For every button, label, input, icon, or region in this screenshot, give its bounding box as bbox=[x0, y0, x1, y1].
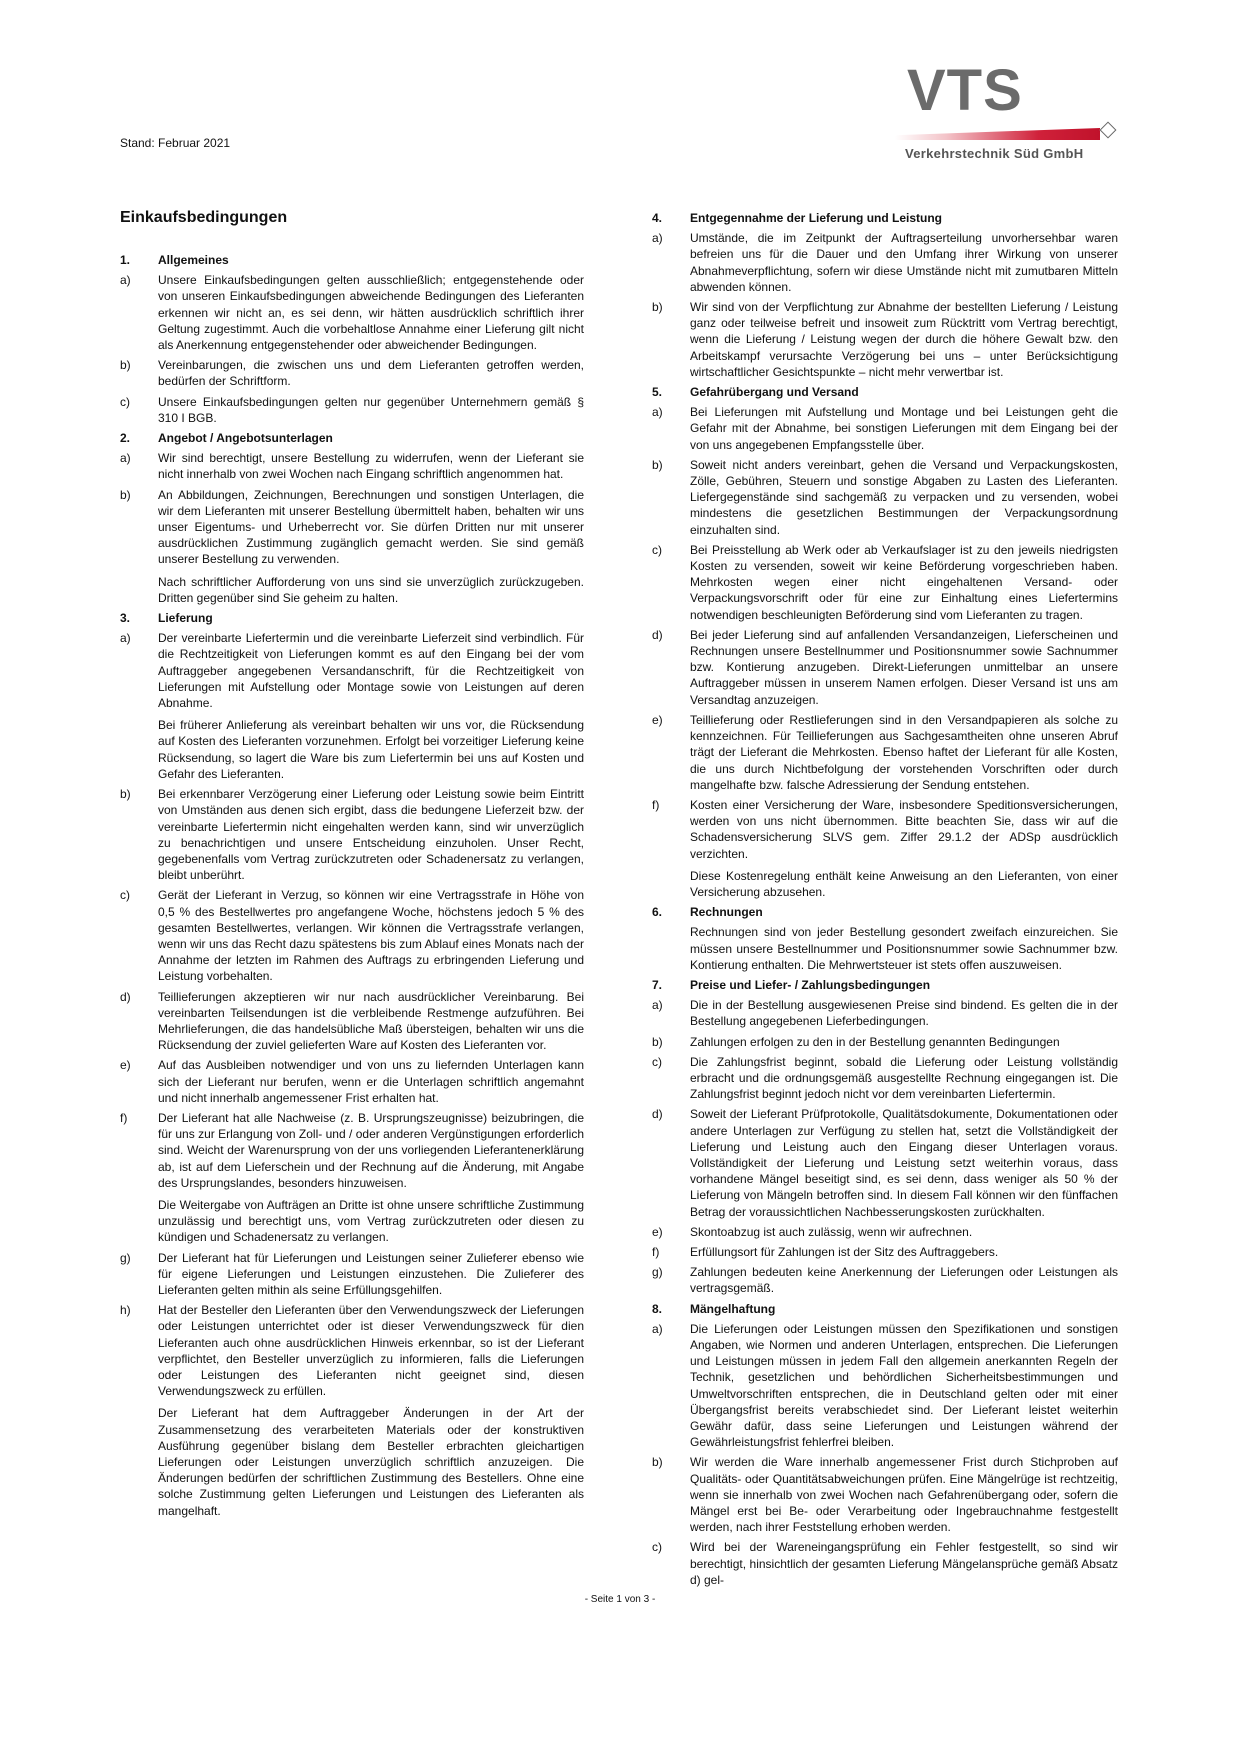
clause-paragraph: Der Lieferant hat alle Nachweise (z. B. Ursprungszeugnisse) beizubringen, die für uns zur Erlangung von Zoll- und / oder anderen Vergünstigungen erforderlich sind. Weicht der Warenursprung von der uns vorliegenden Lieferantenerklärung ab, ist auf dem Lieferschein und der Rechnung auf die Änderung, mit Angabe des Ursprungslandes, besonders hinzuweisen. bbox=[158, 1110, 584, 1190]
clause-paragraph: Die Lieferungen oder Leistungen müssen den Spezifikationen und sonstigen Angaben, wie Normen und anderen Unterlagen, entsprechen. Die Lieferungen und Leistungen müssen in jedem Fall den allgemein anerkannten Regeln der Technik, gesetzlichen und behördlichen Sicherheitsbestimmungen und Umweltvorschriften entsprechen, die in Deutschland gelten oder mit einer Übergangsfrist bereits verabschiedet sind. Der Lieferant leistet weiterhin Gewähr dafür, dass seine Lieferungen und Leistungen während der Gewährleistungsfrist fehlerfrei bleiben. bbox=[690, 1321, 1118, 1450]
clause-body bbox=[690, 1224, 1118, 1240]
clause-body bbox=[690, 1539, 1118, 1588]
clause-paragraph: Der Lieferant hat für Lieferungen und Leistungen seiner Zulieferer ebenso wie für eigene Lieferungen und Leistungen einzustehen. Die Zulieferer des Lieferanten gelten mithin als seine Erfüllungsgehilfen. bbox=[158, 1250, 584, 1297]
clause bbox=[120, 1057, 584, 1106]
clause-body bbox=[158, 394, 584, 426]
section-heading bbox=[652, 210, 1118, 226]
clause-paragraph: Vereinbarungen, die zwischen uns und dem Lieferanten getroffen werden, bedürfen der Schriftform. bbox=[158, 358, 584, 389]
clause-paragraph: Bei Lieferungen mit Aufstellung und Montage und bei Leistungen geht die Gefahr mit der Abnahme, bei sonstigen Lieferungen mit dem Eingang bei der von uns angegebenen Empfangsstelle über. bbox=[690, 405, 1118, 452]
clause-label: a) bbox=[652, 1321, 663, 1336]
clause-paragraph: Zahlungen bedeuten keine Anerkennung der Lieferungen oder Leistungen als vertragsgemäß. bbox=[690, 1265, 1118, 1296]
clause-paragraph: Wir sind berechtigt, unsere Bestellung zu widerrufen, wenn der Lieferant sie nicht innerhalb von zwei Wochen nach Eingang schriftlich angenommen hat. bbox=[158, 451, 584, 482]
clause-label: e) bbox=[120, 1058, 131, 1073]
clause-label: b) bbox=[120, 487, 131, 502]
clause-paragraph: Erfüllungsort für Zahlungen ist der Sitz des Auftraggebers. bbox=[690, 1244, 999, 1259]
clause-label: g) bbox=[120, 1250, 131, 1265]
clause bbox=[652, 797, 1118, 900]
logo-text: VTS bbox=[907, 58, 1023, 123]
clause-label: d) bbox=[652, 627, 663, 642]
section bbox=[652, 210, 1118, 380]
logo-diamond-icon bbox=[1100, 122, 1117, 139]
clause-paragraph: Bei erkennbarer Verzögerung einer Lieferung oder Leistung sowie beim Eintritt von Umständen aus denen sich ergibt, dass die bedungene Lieferzeit bzw. der vereinbarte Liefertermin nicht eingehalten werden kann, sind wir unverzüglich zu benachrichtigen und unsere Entscheidung einzuholen. Unser Recht, gegebenenfalls vom Vertrag zurückzutreten oder Schadenersatz zu verlangen, bleibt unberührt. bbox=[158, 787, 584, 883]
clause bbox=[652, 1454, 1118, 1535]
clause bbox=[652, 404, 1118, 453]
clause-label: b) bbox=[120, 787, 131, 802]
right-column bbox=[652, 206, 1118, 1592]
logo-swoosh bbox=[895, 128, 1100, 140]
clause-label: g) bbox=[652, 1265, 663, 1280]
clause-label: c) bbox=[120, 888, 130, 903]
clause-body bbox=[690, 542, 1118, 623]
section-heading bbox=[652, 904, 1118, 920]
clause-body bbox=[158, 989, 584, 1054]
clause-body bbox=[158, 1057, 584, 1106]
section-title: Rechnungen bbox=[690, 905, 763, 920]
clause-paragraph: Unsere Einkaufsbedingungen gelten nur gegenüber Unternehmern gemäß § 310 I BGB. bbox=[158, 394, 584, 425]
clause-paragraph: Skontoabzug ist auch zulässig, wenn wir aufrechnen. bbox=[690, 1224, 973, 1239]
clause-body bbox=[158, 487, 584, 606]
section-number: 2. bbox=[120, 431, 131, 446]
clause-body bbox=[158, 1110, 584, 1246]
clause-body bbox=[690, 299, 1118, 380]
section bbox=[120, 610, 584, 1519]
clause-label: b) bbox=[652, 300, 663, 315]
clause-paragraph: Hat der Besteller den Lieferanten über den Verwendungszweck der Lieferungen oder Leistungen unterrichtet oder ist dieser Verwendungszweck für dien Lieferanten auch ohne ausdrücklichen Hinweis erkennbar, so ist der Lieferant verpflichtet, den Besteller unverzüglich zu informieren, falls die Lieferungen oder Leistungen des Lieferanten nicht geeignet sind, diesen Verwendungszweck zu erfüllen. bbox=[158, 1303, 584, 1399]
clause-label: b) bbox=[652, 1034, 663, 1049]
clause-paragraph: Bei früherer Anlieferung als vereinbart behalten wir uns vor, die Rücksendung auf Kosten des Lieferanten vorzunehmen. Erfolgt bei vorzeitiger Lieferung keine Rücksendung, so lagert die Ware bis zum Liefertermin bei uns auf Kosten und Gefahr des Lieferanten. bbox=[158, 718, 584, 781]
clause-paragraph: Kosten einer Versicherung der Ware, insbesondere Speditionsversicherungen, werden von uns nicht übernommen. Bitte beachten Sie, dass wir auf die Schadensversicherung SLVS gem. Ziffer 29.1.2 der ADSp ausdrücklich verzichten. bbox=[690, 797, 1118, 861]
clause-paragraph: Soweit der Lieferant Prüfprotokolle, Qualitätsdokumente, Dokumentationen oder andere Unterlagen zur Verfügung zu stellen hat, setzt die Vollständigkeit der Lieferung und Leistung auch den Eingang dieser Unterlagen voraus. Vollständigkeit der Lieferung und Leistung setzt weiterhin voraus, dass vorhandene Mängel beseitigt sind, es sei denn, dass weniger als 50 % der Lieferung von Mängeln betroffen sind. In diesem Fall können wir den fünffachen Betrag der voraussichtlichen Nachbesserungskosten zurückhalten. bbox=[690, 1107, 1118, 1219]
section bbox=[120, 252, 584, 426]
clause-paragraph: Die Weitergabe von Aufträgen an Dritte ist ohne unsere schriftliche Zustimmung unzulässig und berechtigt uns, vom Vertrag zurückzutreten oder diesen zu kündigen und Schadenersatz zu verlangen. bbox=[158, 1197, 584, 1245]
section-number: 1. bbox=[120, 253, 131, 267]
clause-body bbox=[158, 630, 584, 782]
section-heading bbox=[120, 430, 584, 446]
clause bbox=[652, 1244, 1118, 1260]
clause-paragraph: Der vereinbarte Liefertermin und die vereinbarte Lieferzeit sind verbindlich. Für die Rechtzeitigkeit von Lieferungen kommt es auf den Eingang bei der vom Auftraggeber angegebenen Versandanschrift, für die Rechtzeitigkeit von Lieferungen mit Aufstellung oder Montage sowie von Leistungen auf deren Abnahme. bbox=[158, 631, 584, 711]
left-column bbox=[120, 208, 584, 1523]
clause-body bbox=[690, 404, 1118, 453]
clause-label: d) bbox=[652, 1107, 663, 1122]
clause bbox=[652, 627, 1118, 708]
clause-body bbox=[690, 712, 1118, 793]
clause-label: c) bbox=[120, 394, 130, 409]
document-title: Einkaufsbedingungen bbox=[120, 209, 288, 226]
clause-label: c) bbox=[652, 1054, 662, 1069]
clause-label: f) bbox=[120, 1110, 128, 1125]
section bbox=[652, 904, 1118, 973]
clause bbox=[120, 989, 584, 1054]
clause bbox=[652, 230, 1118, 295]
clause-paragraph: Diese Kostenregelung enthält keine Anweisung an den Lieferanten, von einer Versicherung abzusehen. bbox=[690, 868, 1118, 899]
section-title: Lieferung bbox=[158, 611, 213, 626]
section-heading bbox=[120, 610, 584, 626]
clause-body bbox=[690, 1321, 1118, 1451]
logo-subtitle: Verkehrstechnik Süd GmbH bbox=[905, 146, 1084, 161]
clause-label: e) bbox=[652, 712, 663, 727]
clause-label: a) bbox=[652, 405, 663, 420]
section-heading bbox=[652, 1301, 1118, 1317]
clause bbox=[652, 997, 1118, 1029]
clause-body bbox=[690, 457, 1118, 538]
clause-body bbox=[690, 1054, 1118, 1103]
clause-label: f) bbox=[652, 1244, 660, 1259]
section-heading bbox=[652, 384, 1118, 400]
section-number: 7. bbox=[652, 977, 663, 992]
clause-body bbox=[690, 924, 1118, 973]
clause bbox=[120, 1302, 584, 1519]
clause-body bbox=[158, 1250, 584, 1299]
clause bbox=[652, 542, 1118, 623]
clause-body bbox=[690, 1264, 1118, 1296]
clause bbox=[652, 924, 1118, 973]
clause-body bbox=[690, 997, 1118, 1029]
stand-date: Stand: Februar 2021 bbox=[120, 136, 231, 150]
clause bbox=[120, 394, 584, 426]
clause-body bbox=[690, 1244, 1118, 1260]
clause-body bbox=[690, 1034, 1118, 1050]
clause-paragraph: Auf das Ausbleiben notwendiger und von uns zu liefernden Unterlagen kann sich der Lieferant nur berufen, wenn er die Unterlagen schriftlich angemahnt und nicht innerhalb angemessener Frist erhalten hat. bbox=[158, 1058, 584, 1105]
clause bbox=[120, 887, 584, 984]
clause-body bbox=[690, 797, 1118, 900]
clause-paragraph: Die in der Bestellung ausgewiesenen Preise sind bindend. Es gelten die in der Bestellung angegebenen Lieferbedingungen. bbox=[690, 998, 1118, 1029]
clause bbox=[120, 1250, 584, 1299]
clause-paragraph: Umstände, die im Zeitpunkt der Auftragserteilung unvorhersehbar waren befreien uns für die Dauer und den Umfang ihrer Wirkung von unserer Abnahmeverpflichtung, sofern wir diese Umstände nicht mit zumutbaren Mitteln abwenden können. bbox=[690, 231, 1118, 294]
clause-label: b) bbox=[652, 457, 663, 472]
section bbox=[652, 977, 1118, 1297]
clause bbox=[652, 299, 1118, 380]
clause bbox=[120, 786, 584, 883]
section bbox=[652, 1301, 1118, 1588]
clause-label: f) bbox=[652, 797, 660, 812]
clause bbox=[652, 457, 1118, 538]
clause bbox=[652, 1224, 1118, 1240]
clause bbox=[120, 357, 584, 389]
clause bbox=[120, 450, 584, 482]
clause-body bbox=[690, 1454, 1118, 1535]
clause-paragraph: Wird bei der Wareneingangsprüfung ein Fehler festgestellt, so sind wir berechtigt, hinsichtlich der gesamten Lieferung Mängelansprüche gemäß Absatz d) gel- bbox=[690, 1540, 1118, 1587]
clause bbox=[652, 1106, 1118, 1219]
clause bbox=[652, 1321, 1118, 1451]
clause-body bbox=[690, 627, 1118, 708]
section-title: Angebot / Angebotsunterlagen bbox=[158, 431, 333, 446]
clause-label: a) bbox=[652, 231, 663, 246]
clause-paragraph: Soweit nicht anders vereinbart, gehen die Versand und Verpackungskosten, Zölle, Gebühren, Steuern und sonstige Abgaben zu Lasten des Lieferanten. Liefergegenstände sind sachgemäß zu verpacken und zu versenden, wobei mindestens die gesetzlichen Bestimmungen der Verpackungsordnung einzuhalten sind. bbox=[690, 457, 1118, 537]
section-title: Preise und Liefer- / Zahlungsbedingungen bbox=[690, 977, 931, 992]
section bbox=[652, 384, 1118, 900]
clause-body bbox=[158, 450, 584, 482]
clause bbox=[652, 1539, 1118, 1588]
section-title: Mängelhaftung bbox=[690, 1301, 776, 1316]
clause-label bbox=[652, 924, 690, 973]
clause-label: h) bbox=[120, 1303, 131, 1318]
clause-paragraph: Der Lieferant hat dem Auftraggeber Änderungen in der Art der Zusammensetzung des verarbeiteten Materials oder der konstruktiven Ausführung gegenüber bislang dem Besteller erbrachten gleichartigen Lieferungen oder Leistungen unverzüglich schriftlich anzuzeigen. Die Änderungen bedürfen der schriftlichen Zustimmung des Bestellers. Ohne eine solche Zustimmung gelten Lieferungen und Leistungen des Lieferanten als mangelhaft. bbox=[158, 1406, 584, 1518]
clause-paragraph: Teillieferung oder Restlieferungen sind in den Versandpapieren als solche zu kennzeichnen. Für Teillieferungen aus Sachgesamtheiten ohne unseren Abruf trägt der Lieferant die Mehrkosten. Ebenso haftet der Lieferant für alle Kosten, die uns durch Nichtbefolgung der vorstehenden Vorschriften oder durch mangelhafte bzw. falsche Adressierung der Sendung entstehen. bbox=[690, 712, 1118, 792]
clause-body bbox=[158, 786, 584, 883]
clause-body bbox=[158, 357, 584, 389]
clause-label: c) bbox=[652, 1540, 662, 1555]
clause bbox=[120, 487, 584, 606]
clause-label: a) bbox=[120, 451, 131, 466]
clause bbox=[120, 1110, 584, 1246]
clause-paragraph: Teillieferungen akzeptieren wir nur nach ausdrücklicher Vereinbarung. Bei vereinbarten Teilsendungen ist die verbleibende Restmenge aufzuführen. Bei Mehrlieferungen, die das handelsübliche Maß übersteigen, behalten wir uns die Rücksendung der zuviel gelieferten Ware auf Kosten des Lieferanten vor. bbox=[158, 989, 584, 1053]
section-title: Allgemeines bbox=[158, 253, 229, 267]
clause-paragraph: Nach schriftlicher Aufforderung von uns sind sie unverzüglich zurückzugeben. Dritten gegenüber sind Sie geheim zu halten. bbox=[158, 574, 584, 605]
clause bbox=[120, 630, 584, 782]
clause-paragraph: Zahlungen erfolgen zu den in der Bestellung genannten Bedingungen bbox=[690, 1034, 1060, 1049]
clause-paragraph: Die Zahlungsfrist beginnt, sobald die Lieferung oder Leistung vollständig erbracht und die ordnungsgemäß ausgestellte Rechnung eingegangen ist. Die Zahlungsfrist beginnt jedoch nicht vor dem vereinbarten Liefertermin. bbox=[690, 1054, 1118, 1102]
clause-body bbox=[158, 1302, 584, 1519]
page-footer: - Seite 1 von 3 - bbox=[584, 1594, 656, 1605]
clause-body bbox=[158, 272, 584, 353]
clause-label: b) bbox=[120, 358, 131, 373]
clause-paragraph: Wir sind von der Verpflichtung zur Abnahme der bestellten Lieferung / Leistung ganz oder teilweise befreit und insoweit zum Rücktritt vom Vertrag berechtigt, wenn die Lieferung / Leistung wegen der durch die höhere Gewalt bzw. den Arbeitskampf verursachte Verzögerung bei uns – unter Berücksichtigung wirtschaftlicher Gesichtspunkte – nicht mehr verwertbar ist. bbox=[690, 300, 1118, 379]
clause-paragraph: Bei jeder Lieferung sind auf anfallenden Versandanzeigen, Lieferscheinen und Rechnungen unsere Bestellnummer und Positionsnummer sowie Sachnummer bzw. Kontierung anzugeben. Direkt-Lieferungen unmittelbar an unsere Auftraggeber müssen in unserem Namen erfolgen. Dieser Versand ist uns am Versandtag anzuzeigen. bbox=[690, 627, 1118, 707]
company-logo bbox=[895, 60, 1135, 166]
section-number: 6. bbox=[652, 905, 663, 920]
clause bbox=[120, 272, 584, 353]
clause bbox=[652, 1054, 1118, 1103]
clause-paragraph: Rechnungen sind von jeder Bestellung gesondert zweifach einzureichen. Sie müssen unsere Bestellnummer und Positionsnummer sowie Sachnummer bzw. Kontierung enthalten. Die Mehrwertsteuer ist stets offen auszuweisen. bbox=[690, 925, 1118, 972]
clause-body bbox=[158, 887, 584, 984]
clause-paragraph: Wir werden die Ware innerhalb angemessener Frist durch Stichproben auf Qualitäts- oder Quantitätsabweichungen prüfen. Eine Mängelrüge ist rechtzeitig, wenn sie innerhalb von zwei Wochen nach Gefahrenübergang oder, sofern die Mängel erst bei Be- oder Verarbeitung oder Ingebrauchnahme festgestellt werden, nach ihrer Feststellung erhoben werden. bbox=[690, 1455, 1118, 1535]
clause bbox=[652, 1034, 1118, 1050]
section-number: 8. bbox=[652, 1301, 663, 1316]
clause-label: a) bbox=[120, 273, 131, 288]
clause-label: b) bbox=[652, 1455, 663, 1470]
section-number: 3. bbox=[120, 611, 131, 626]
clause-paragraph: Gerät der Lieferant in Verzug, so können wir eine Vertragsstrafe in Höhe von 0,5 % des Bestellwertes pro angefangene Woche, höchstens jedoch 5 % des gesamten Bestellwertes, verlangen. Wir können die Vertragsstrafe verlangen, wenn wir uns das Recht dazu spätestens bis zum Ablauf eines Monats nach der Annahme der letzten im Rahmen des Auftrags zu erbringenden Lieferung und Leistung vorbehalten. bbox=[158, 888, 584, 984]
section-heading bbox=[120, 252, 584, 268]
clause-paragraph: Unsere Einkaufsbedingungen gelten ausschließlich; entgegenstehende oder von unseren Einkaufsbedingungen abweichende Bedingungen des Lieferanten erkennen wir nicht an, es sei denn, wir hätten ausdrücklich schriftlich ihrer Geltung zugestimmt. Auch die vorbehaltlose Annahme einer Lieferung gilt nicht als Anerkennung entgegenstehender oder abweichender Bedingungen. bbox=[158, 273, 584, 353]
section-number: 5. bbox=[652, 385, 663, 400]
clause-label: a) bbox=[652, 998, 663, 1013]
clause-label: a) bbox=[120, 631, 131, 646]
clause-paragraph: Bei Preisstellung ab Werk oder ab Verkaufslager ist zu den jeweils niedrigsten Kosten zu versenden, soweit wir keine Beförderung vorgeschrieben haben. Mehrkosten wegen einer nicht eingehaltenen Versand- oder Verpackungsvorschrift oder für eine zur Einhaltung eines Liefertermins notwendigen beschleunigten Beförderung sind vom Lieferanten zu tragen. bbox=[690, 542, 1118, 622]
section-number: 4. bbox=[652, 211, 663, 225]
clause-label: d) bbox=[120, 989, 131, 1004]
section-title: Entgegennahme der Lieferung und Leistung bbox=[690, 211, 943, 225]
section-title: Gefahrübergang und Versand bbox=[690, 385, 859, 400]
clause-label: c) bbox=[652, 542, 662, 557]
clause bbox=[652, 1264, 1118, 1296]
clause-label: e) bbox=[652, 1224, 663, 1239]
clause-paragraph: An Abbildungen, Zeichnungen, Berechnungen und sonstigen Unterlagen, die wir dem Lieferanten mit unserer Bestellung übermittelt haben, behalten wir uns unser Eigentums- und Urheberrecht vor. Sie dürfen Dritten nur mit unserer ausdrücklichen Zustimmung zugänglich gemacht werden. Sie sind gemäß unserer Bestellung zu verwenden. bbox=[158, 487, 584, 567]
clause-body bbox=[690, 230, 1118, 295]
clause bbox=[652, 712, 1118, 793]
section bbox=[120, 430, 584, 606]
clause-body bbox=[690, 1106, 1118, 1219]
section-heading bbox=[652, 977, 1118, 993]
